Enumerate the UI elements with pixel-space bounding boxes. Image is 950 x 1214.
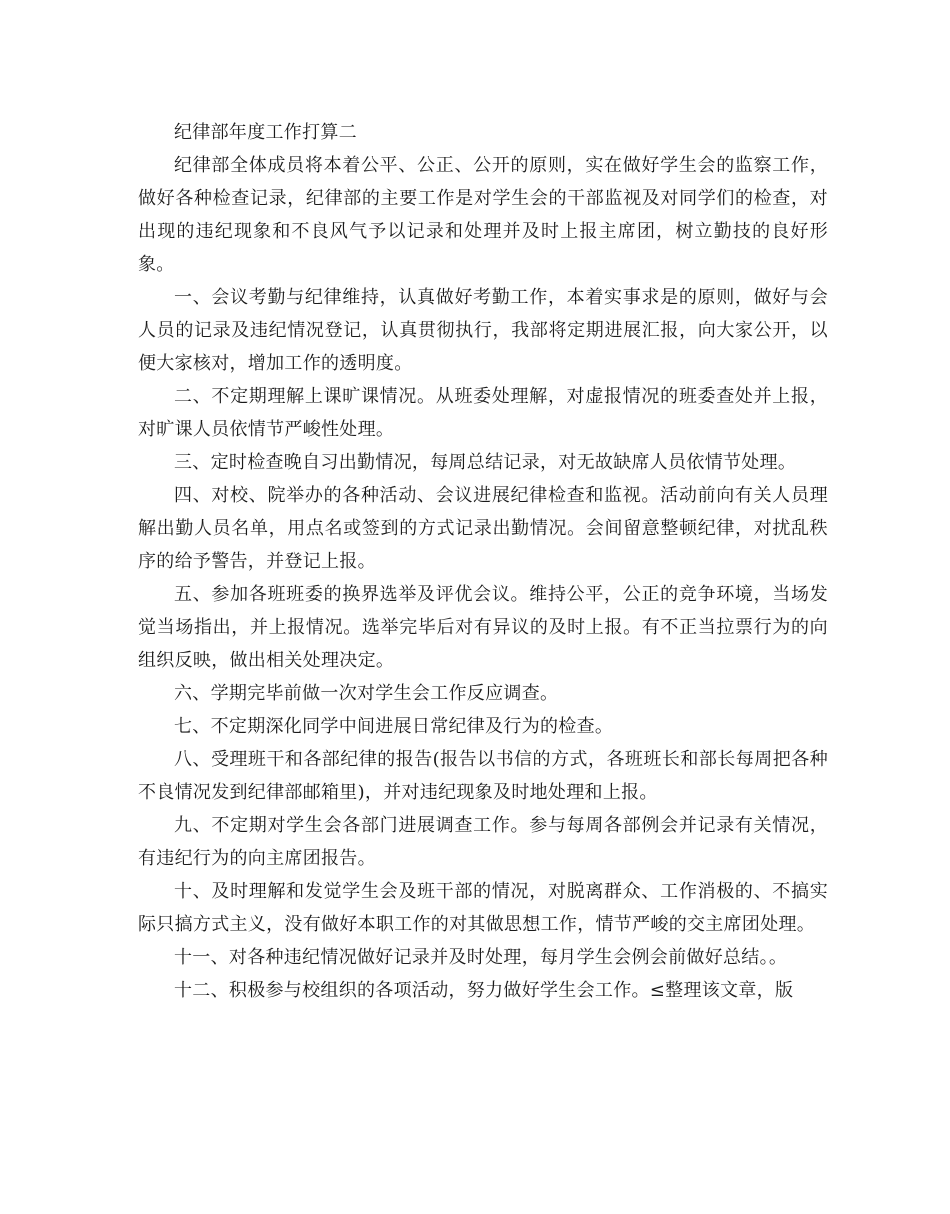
paragraph-item-6: 六、学期完毕前做一次对学生会工作反应调查。 xyxy=(174,683,559,704)
paragraph-item-11: 十一、对各种违纪情况做好记录并及时处理，每月学生会例会前做好总结。。 xyxy=(174,947,788,968)
document-body xyxy=(138,116,828,1007)
paragraph-item-9: 九、不定期对学生会各部门进展调查工作。参与每周各部例会并记录有关情况，有违纪行为的向主席团报告。 xyxy=(138,815,828,869)
paragraph-item-5: 五、参加各班班委的换界选举及评优会议。维持公平，公正的竞争环境，当场发觉当场指出，并上报情况。选举完毕后对有异议的及时上报。有不正当拉票行为的向组织反映，做出相关处理决定。 xyxy=(138,584,828,671)
paragraph-item-4: 四、对校、院举办的各种活动、会议进展纪律检查和监视。活动前向有关人员理解出勤人员名单，用点名或签到的方式记录出勤情况。会间留意整顿纪律，对扰乱秩序的给予警告，并登记上报。 xyxy=(138,485,828,572)
paragraph-item-12: 十二、积极参与校组织的各项活动，努力做好学生会工作。≤整理该文章，版 xyxy=(174,980,794,1001)
paragraph-item-3: 三、定时检查晚自习出勤情况，每周总结记录，对无故缺席人员依情节处理。 xyxy=(174,452,797,473)
paragraph-intro: 纪律部全体成员将本着公平、公正、公开的原则，实在做好学生会的监察工作，做好各种检查记录，纪律部的主要工作是对学生会的干部监视及对同学们的检查，对出现的违纪现象和不良风气予以记录和处理并及时上报主席团，树立勤技的良好形象。 xyxy=(138,155,828,275)
document-title: 纪律部年度工作打算二 xyxy=(174,122,357,143)
paragraph-item-7: 七、不定期深化同学中间进展日常纪律及行为的检查。 xyxy=(174,716,614,737)
paragraph-item-8: 八、受理班干和各部纪律的报告(报告以书信的方式，各班班长和部长每周把各种不良情况发到纪律部邮箱里)，并对违纪现象及时地处理和上报。 xyxy=(138,749,828,803)
paragraph-item-1: 一、会议考勤与纪律维持，认真做好考勤工作，本着实事求是的原则，做好与会人员的记录及违纪情况登记，认真贯彻执行，我部将定期进展汇报，向大家公开，以便大家核对，增加工作的透明度。 xyxy=(138,287,828,374)
paragraph-item-10: 十、及时理解和发觉学生会及班干部的情况，对脱离群众、工作消极的、不搞实际只搞方式主义，没有做好本职工作的对其做思想工作，情节严峻的交主席团处理。 xyxy=(138,881,828,935)
paragraph-item-2: 二、不定期理解上课旷课情况。从班委处理解，对虚报情况的班委查处并上报，对旷课人员依情节严峻性处理。 xyxy=(138,386,828,440)
